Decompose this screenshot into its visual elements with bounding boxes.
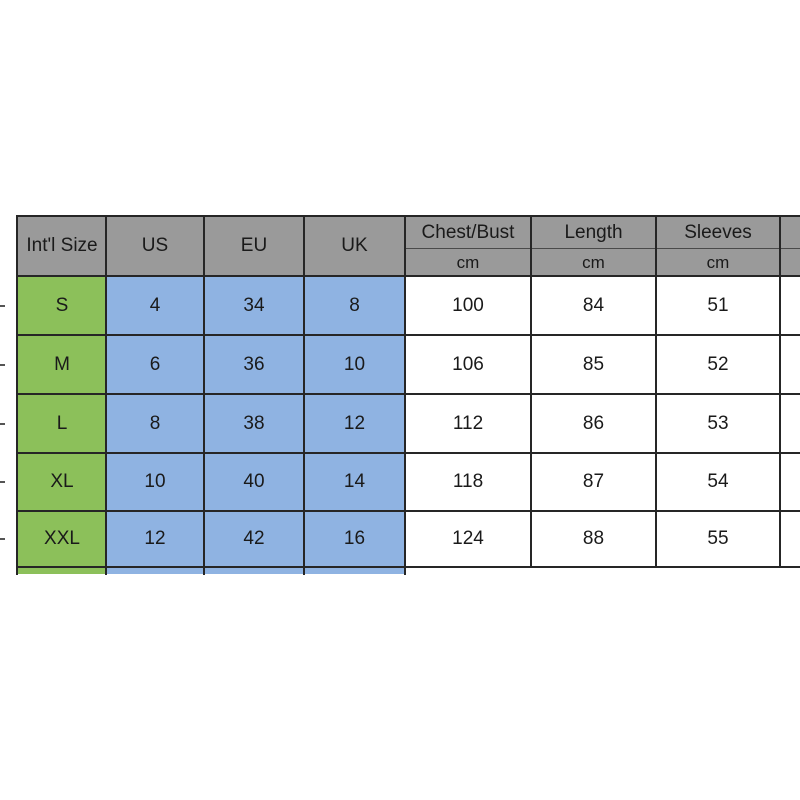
edge-tick xyxy=(0,481,5,483)
cell-uk: 12 xyxy=(304,394,405,453)
grid-line xyxy=(16,452,800,454)
cell-uk: 10 xyxy=(304,335,405,394)
cell-sleeves: 53 xyxy=(656,394,780,453)
unit-length: cm xyxy=(531,249,656,276)
cell-us: 6 xyxy=(106,335,204,394)
grid-line xyxy=(16,215,18,575)
cell-sleeves: 54 xyxy=(656,453,780,511)
header-us: US xyxy=(106,216,204,276)
header-uk: UK xyxy=(304,216,405,276)
cell-uk: 16 xyxy=(304,511,405,567)
grid-line xyxy=(203,215,205,575)
grid-line xyxy=(16,566,800,568)
header-sleeves: Sleeves xyxy=(656,216,780,249)
cell-sleeves: 55 xyxy=(656,511,780,567)
grid-line xyxy=(16,510,800,512)
header-eu: EU xyxy=(204,216,304,276)
edge-tick xyxy=(0,364,5,366)
cell-chest: 112 xyxy=(405,394,531,453)
edge-tick xyxy=(0,423,5,425)
grid-line xyxy=(530,215,532,568)
cell-length: 87 xyxy=(531,453,656,511)
cell-uk: 14 xyxy=(304,453,405,511)
cell-us: 12 xyxy=(106,511,204,567)
unit-chest-bust: cm xyxy=(405,249,531,276)
cell-eu: 36 xyxy=(204,335,304,394)
cell-length: 84 xyxy=(531,276,656,335)
cell-size-partial xyxy=(18,567,106,574)
grid-line xyxy=(405,248,800,249)
grid-line xyxy=(779,215,781,568)
cell-sleeves: 51 xyxy=(656,276,780,335)
cell-chest: 124 xyxy=(405,511,531,567)
cell-size: L xyxy=(18,394,106,453)
grid-line xyxy=(303,215,305,575)
cell-length: 85 xyxy=(531,335,656,394)
cell-size: S xyxy=(18,276,106,335)
unit-sleeves: cm xyxy=(656,249,780,276)
grid-line xyxy=(16,275,800,277)
cell-eu: 42 xyxy=(204,511,304,567)
header-length: Length xyxy=(531,216,656,249)
grid-line xyxy=(16,393,800,395)
cell-size: XL xyxy=(18,453,106,511)
cell-eu: 34 xyxy=(204,276,304,335)
cell-us: 8 xyxy=(106,394,204,453)
header-intl-size: Int'l Size xyxy=(18,216,106,276)
cell-us: 10 xyxy=(106,453,204,511)
cell-eu-partial xyxy=(204,567,304,574)
grid-line xyxy=(404,215,406,575)
edge-tick xyxy=(0,305,5,307)
cell-size: XXL xyxy=(18,511,106,567)
grid-line xyxy=(16,334,800,336)
grid-line xyxy=(105,215,107,575)
header-chest-bust: Chest/Bust xyxy=(405,216,531,249)
grid-line xyxy=(655,215,657,568)
cell-length: 88 xyxy=(531,511,656,567)
cell-chest: 100 xyxy=(405,276,531,335)
cell-uk: 8 xyxy=(304,276,405,335)
cell-eu: 38 xyxy=(204,394,304,453)
cell-uk-partial xyxy=(304,567,405,574)
edge-tick xyxy=(0,538,5,540)
cell-us: 4 xyxy=(106,276,204,335)
cell-us-partial xyxy=(106,567,204,574)
cell-eu: 40 xyxy=(204,453,304,511)
cell-chest: 118 xyxy=(405,453,531,511)
header-extra-column xyxy=(780,216,800,276)
cell-length: 86 xyxy=(531,394,656,453)
cell-size: M xyxy=(18,335,106,394)
cell-chest: 106 xyxy=(405,335,531,394)
grid-line xyxy=(16,215,800,217)
cell-sleeves: 52 xyxy=(656,335,780,394)
